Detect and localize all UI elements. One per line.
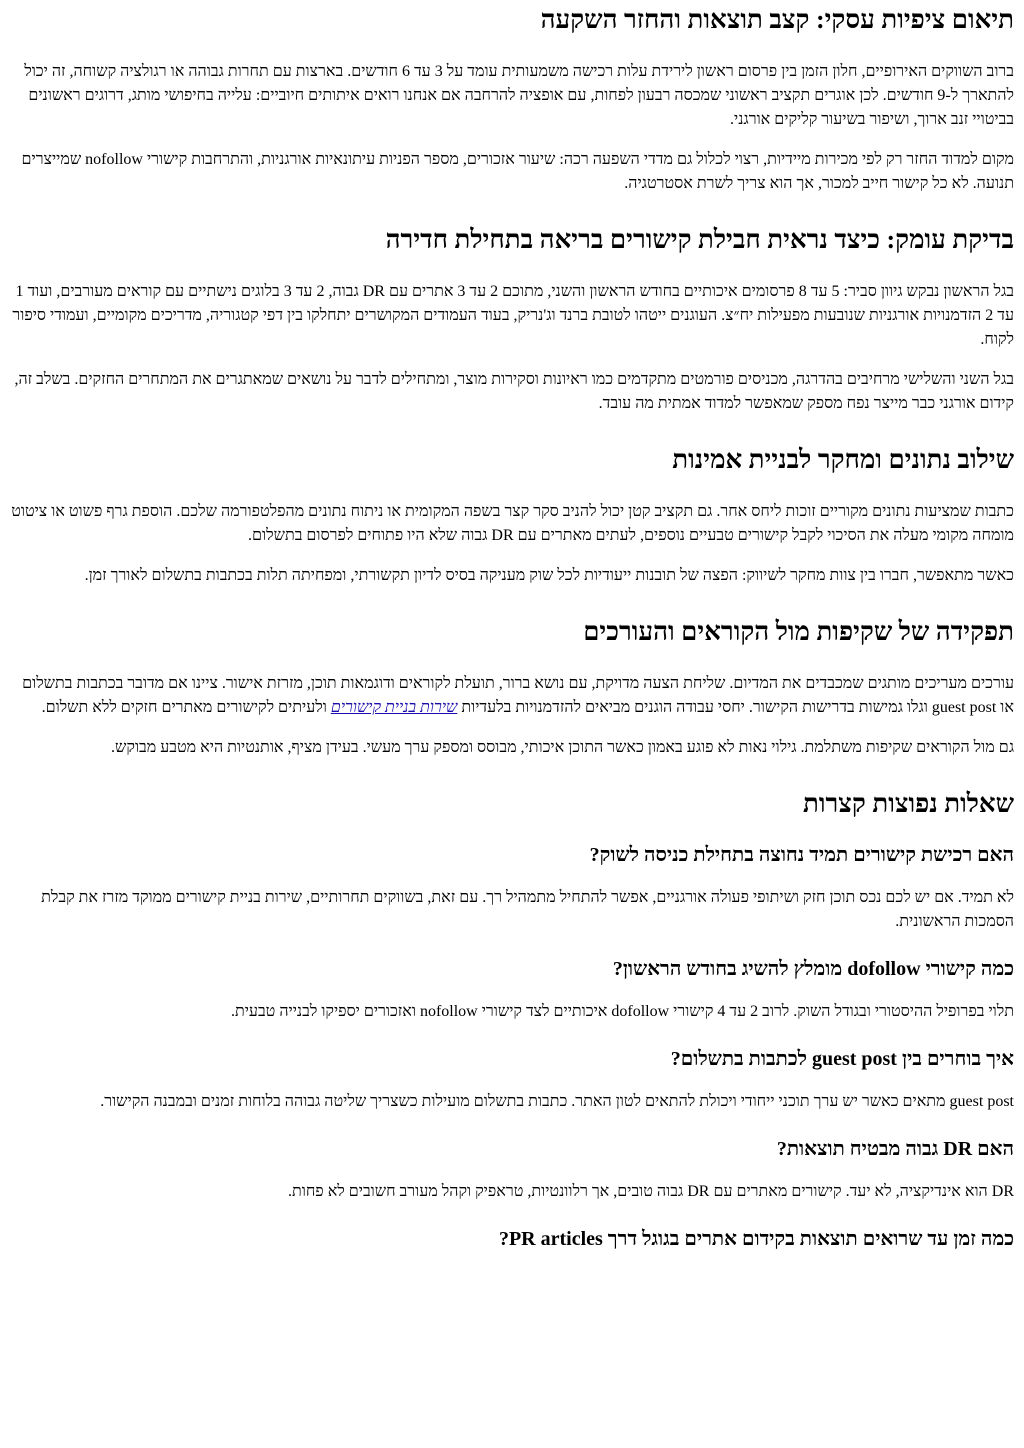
paragraph-transparency-1 (10, 672, 1014, 720)
paragraph-transparency-1-before: עורכים מעריכים מותגים שמכבדים את המדיום. שליחת הצעה מדויקת, עם נושא ברור, תועלת לקוראים ודוגמאות תוכן, מזרזת אישור. ציינו אם מדובר בכתבות בתשלום או guest post וגלו גמישות בדרישות הקישור. יחסי עבודה הוגנים מביאים להזדמנויות בלעדיות (22, 675, 1014, 716)
section-heading-data-research: שילוב נתונים ומחקר לבניית אמינות (672, 445, 1014, 474)
section-heading-transparency: תפקידה של שקיפות מול הקוראים והעורכים (583, 617, 1014, 646)
paragraph-transparency-2: גם מול הקוראים שקיפות משתלמת. גילוי נאות לא פוגע באמון כאשר התוכן איכותי, מבוסס ומספק ערך מעשי. בעידן מציף, אותנטיות היא מטבע מבוקש. (111, 739, 1014, 756)
section-heading-roi: תיאום ציפיות עסקי: קצב תוצאות והחזר השקעה (540, 5, 1014, 34)
paragraph-data-research-1: כתבות שמציעות נתונים מקוריים זוכות ליחס אחר. גם תקציב קטן יכול להניב סקר קצר בשפה המקומית או ניתוח נתונים מהפלטפורמה שלכם. הוספת גרף פשוט או ציטוט מומחה מקומי מעלה את הסיכוי לקבל קישורים טבעיים נוספים, לעתים מאתרים עם DR גבוה שלא היו פתוחים לפרסום בתשלום. (11, 503, 1014, 544)
faq-question-4: האם DR גבוה מבטיח תוצאות? (776, 1138, 1014, 1160)
section-heading-link-package: בדיקת עומק: כיצד נראית חבילת קישורים בריאה בתחילת חדירה (385, 225, 1014, 254)
faq-question-1: האם רכישת קישורים תמיד נחוצה בתחילת כניסה לשוק? (589, 844, 1014, 866)
faq-answer-1: לא תמיד. אם יש לכם נכס תוכן חזק ושיתופי פעולה אורגניים, אפשר להתחיל מתמהיל רך. עם זאת, בשווקים תחרותיים, שירות בניית קישורים ממוקד מזרז את קבלת הסמכות הראשונית. (41, 889, 1014, 930)
paragraph-link-package-2: בגל השני והשלישי מרחיבים בהדרגה, מכניסים פורמטים מתקדמים כמו ראיונות וסקירות מוצר, ומתחילים לדבר על נושאים שמאתגרים את המתחרים החזקים. בשלב זה, קידום אורגני כבר מייצר נפח מספק שמאפשר למדוד אמתית מה עובד. (14, 371, 1014, 412)
paragraph-roi-1: ברוב השווקים האירופיים, חלון הזמן בין פרסום ראשון לירידת עלות רכישה משמעותית עומד על 3 עד 6 חודשים. בארצות עם תחרות גבוהה או רגולציה קשוחה, זה יכול להתארך ל-9 חודשים. לכן אוגרים תקציב ראשוני שמכסה רבעון לפחות, עם אופציה להרחבה אם אנחנו רואים איתותים חיוביים: עלייה בחיפושי מותג, דרוגים ראשונים בביטויי זנב ארוך, ושיפור בשיעור קליקים אורגני. (24, 63, 1014, 128)
paragraph-data-research-2: כאשר מתאפשר, חברו בין צוות מחקר לשיווק: הפצה של תובנות ייעודיות לכל שוק מעניקה בסיס לדיון תקשורתי, ומפחיתה תלות בכתבות בתשלום לאורך זמן. (84, 567, 1014, 584)
faq-question-5: כמה זמן עד שרואים תוצאות בקידום אתרים בגוגל דרך PR articles? (498, 1228, 1014, 1250)
faq-answer-4: DR הוא אינדיקציה, לא יעד. קישורים מאתרים עם DR גבוה טובים, אך רלוונטיות, טראפיק וקהל מעורב חשובים לא פחות. (287, 1183, 1014, 1200)
paragraph-roi-2: מקום למדוד החזר רק לפי מכירות מיידיות, רצוי לכלול גם מדדי השפעה רכה: שיעור אזכורים, מספר הפניות עיתונאיות אורגניות, והתרחבות קישורי nofollow שמייצרים תנועה. לא כל קישור חייב למכור, אך הוא צריך לשרת אסטרטגיה. (21, 151, 1014, 192)
faq-heading: שאלות נפוצות קצרות (803, 789, 1014, 818)
faq-question-2: כמה קישורי dofollow מומלץ להשיג בחודש הראשון? (612, 958, 1014, 980)
paragraph-link-package-1: בגל הראשון נבקש גיוון סביר: 5 עד 8 פרסומים איכותיים בחודש הראשון והשני, מתוכם 2 עד 3 אתרים עם DR גבוה, 2 עד 3 בלוגים נישתיים עם קוראים מעורבים, ועוד 1 עד 2 הזדמנויות אורגניות שנובעות מפעילות יח״צ. העוגנים ייטהו לטובת ברנד וג'נריק, בעוד העמודים המקושרים יתחלקו בין דפי קטגוריה, מדריכים מקומיים, ועמודי סיפור לקוח. (12, 283, 1014, 348)
faq-answer-3: guest post מתאים כאשר יש ערך תוכני ייחודי ויכולת להתאים לטון האתר. כתבות בתשלום מועילות כשצריך שליטה גבוהה בלוחות זמנים ובמבנה הקישור. (100, 1093, 1014, 1110)
paragraph-transparency-1-after: ולעיתים לקישורים מאתרים חזקים ללא תשלום. (41, 699, 331, 716)
faq-question-3: איך בוחרים בין guest post לכתבות בתשלום? (670, 1048, 1014, 1070)
link-building-service-link[interactable]: שירות בניית קישורים (330, 699, 458, 716)
faq-answer-2: תלוי בפרופיל ההיסטורי ובגודל השוק. לרוב 2 עד 4 קישורי dofollow איכותיים לצד קישורי nofollow ואזכורים יספיקו לבנייה טבעית. (230, 1003, 1014, 1020)
